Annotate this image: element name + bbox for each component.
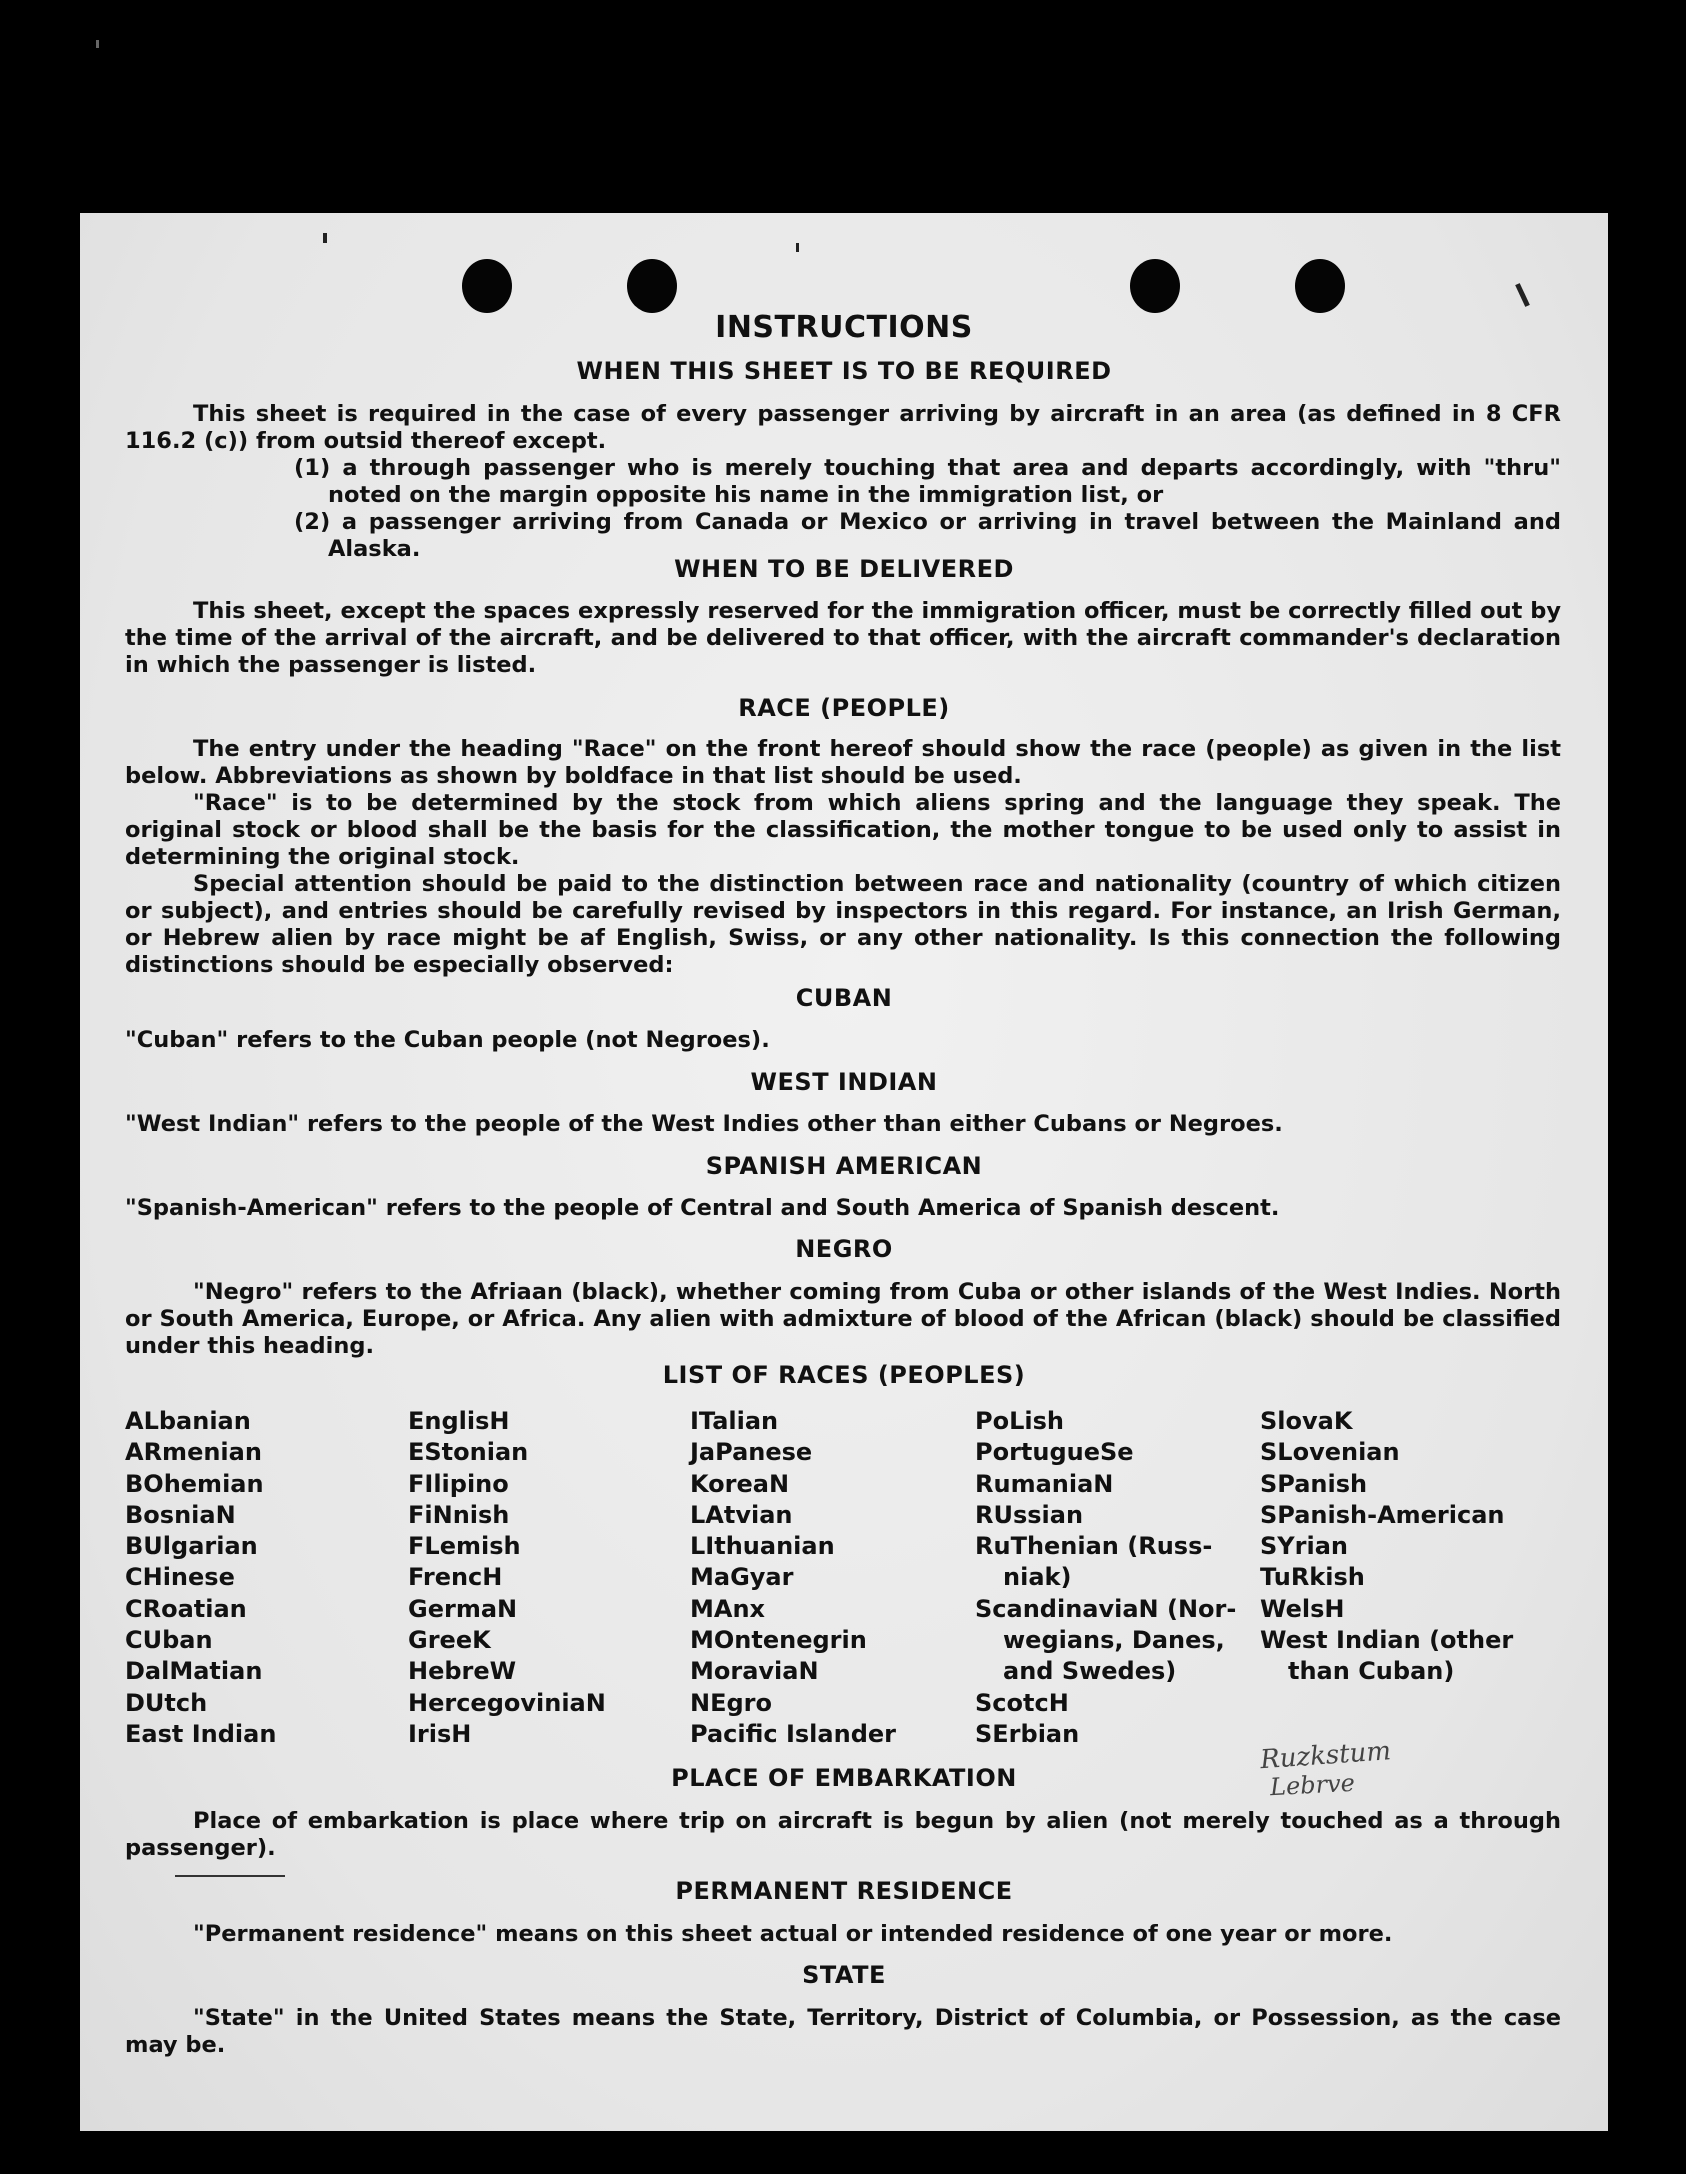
race-list-item: BOhemian (125, 1469, 264, 1498)
section-heading-negro: NEGRO (795, 1235, 893, 1263)
race-list-item: MAnx (690, 1594, 766, 1623)
race-list-item: Pacific Islander (690, 1719, 896, 1748)
spanish-american-paragraph: "Spanish-American" refers to the people of Central and South America of Spanish descent. (125, 1195, 1280, 1221)
race-list (125, 1406, 1555, 1751)
state-paragraph: "State" in the United States means the State, Territory, District of Columbia, or Possession, as the case may be. (125, 2005, 1561, 2058)
race-list-column-3 (690, 1406, 896, 1750)
race-list-item: FiNnish (408, 1500, 510, 1529)
race-list-item: SErbian (975, 1719, 1080, 1748)
race-list-item: SlovaK (1260, 1407, 1353, 1435)
punch-hole (1295, 259, 1345, 313)
race-list-item: niak) (1003, 1563, 1072, 1592)
west-indian-text (125, 1111, 1561, 1138)
section-heading-list-of-races: LIST OF RACES (PEOPLES) (662, 1361, 1026, 1389)
residence-text (125, 1921, 1561, 1948)
embarkation-text (125, 1808, 1561, 1862)
race-list-item: WelsH (1260, 1594, 1345, 1623)
race-list-item: than Cuban) (1288, 1657, 1455, 1686)
punch-hole (1130, 259, 1180, 313)
when-required-block (125, 401, 1561, 563)
race-list-item: HercegoviniaN (408, 1688, 606, 1717)
when-delivered-text (125, 598, 1561, 679)
negro-text (125, 1279, 1561, 1360)
race-list-column-5 (1260, 1406, 1513, 1688)
race-list-item: FrencH (408, 1563, 503, 1592)
race-paragraph-1: The entry under the heading "Race" on the front hereof should show the race (people) as given in the list below. Abbreviations as shown by boldface in that list should be used. (125, 736, 1561, 789)
race-list-item: LAtvian (690, 1500, 793, 1529)
race-list-item: BUlgarian (125, 1532, 258, 1561)
ink-speck (796, 243, 799, 252)
race-list-item: East Indian (125, 1719, 277, 1748)
race-list-item: IrisH (408, 1719, 472, 1748)
race-list-item: GreeK (408, 1626, 491, 1655)
section-heading-spanish-american: SPANISH AMERICAN (705, 1152, 983, 1180)
section-heading-when-required: WHEN THIS SHEET IS TO BE REQUIRED (576, 357, 1112, 385)
race-list-item: KoreaN (690, 1469, 790, 1498)
race-list-item: and Swedes) (1003, 1657, 1177, 1686)
ink-speck (1515, 283, 1530, 307)
race-list-item: West Indian (other (1260, 1626, 1514, 1655)
punch-hole (462, 259, 512, 313)
handwritten-line-1: Ruzkstum (1259, 1736, 1392, 1776)
cuban-text (125, 1027, 1561, 1054)
state-text (125, 2005, 1561, 2059)
west-indian-paragraph: "West Indian" refers to the people of the West Indies other than either Cubans or Negroes. (125, 1111, 1283, 1137)
spanish-american-text (125, 1195, 1561, 1222)
race-list-item: HebreW (408, 1657, 517, 1686)
race-list-item: DUtch (125, 1688, 208, 1717)
race-list-item: MoraviaN (690, 1657, 819, 1686)
race-list-item: ScandinaviaN (Nor- (975, 1594, 1237, 1623)
race-list-item: DalMatian (125, 1657, 263, 1686)
section-heading-state: STATE (802, 1961, 886, 1989)
race-list-item: TuRkish (1260, 1563, 1365, 1592)
embarkation-paragraph: Place of embarkation is place where trip on aircraft is begun by alien (not merely touched as a through passenger). (125, 1808, 1561, 1861)
race-list-item: PortugueSe (975, 1438, 1134, 1467)
race-list-item: ITalian (690, 1407, 779, 1435)
race-list-item: wegians, Danes, (1003, 1626, 1225, 1655)
race-list-item: FIlipino (408, 1469, 509, 1498)
race-list-item: MaGyar (690, 1563, 794, 1592)
race-list-item: CHinese (125, 1563, 235, 1592)
race-list-item: SPanish-American (1260, 1500, 1505, 1529)
race-list-item: ScotcH (975, 1688, 1069, 1717)
section-heading-when-delivered: WHEN TO BE DELIVERED (674, 555, 1014, 583)
race-list-item: ARmenian (125, 1438, 262, 1467)
page-title: INSTRUCTIONS (715, 310, 973, 345)
race-list-item: GermaN (408, 1594, 518, 1623)
section-heading-embarkation: PLACE OF EMBARKATION (671, 1764, 1017, 1792)
race-list-item: NEgro (690, 1688, 772, 1717)
section-heading-cuban: CUBAN (795, 984, 893, 1012)
race-block (125, 736, 1561, 979)
section-heading-residence: PERMANENT RESIDENCE (675, 1877, 1013, 1905)
race-list-item: RuThenian (Russ- (975, 1532, 1213, 1561)
when-required-intro: This sheet is required in the case of every passenger arriving by aircraft in an area (as defined in 8 CFR 116.2 (c)) from outsid thereof except. (125, 401, 1561, 454)
race-list-item: EStonian (408, 1438, 529, 1467)
when-required-item-2: (2) a passenger arriving from Canada or Mexico or arriving in travel between the Mainland and Alaska. (294, 509, 1561, 562)
race-list-item: EnglisH (408, 1407, 510, 1435)
race-list-item: CUban (125, 1626, 213, 1655)
race-list-item: ALbanian (125, 1407, 251, 1435)
when-required-item-1: (1) a through passenger who is merely touching that area and departs accordingly, with "thru" noted on the margin opposite his name in the immigration list, or (294, 455, 1561, 508)
race-paragraph-3: Special attention should be paid to the distinction between race and nationality (country of which citizen or subject), and entries should be carefully revised by inspectors in this regard. For instance, an Irish German, or Hebrew alien by race might be af English, Swiss, or any other nationality. Is this connection the following distinctions should be especially observed: (125, 871, 1561, 978)
cuban-paragraph: "Cuban" refers to the Cuban people (not Negroes). (125, 1027, 770, 1053)
race-list-item: RumaniaN (975, 1469, 1114, 1498)
section-heading-west-indian: WEST INDIAN (750, 1068, 938, 1096)
race-list-column-2 (408, 1406, 606, 1750)
race-list-item: JaPanese (690, 1438, 813, 1467)
race-paragraph-2: "Race" is to be determined by the stock from which aliens spring and the language they speak. The original stock or blood shall be the basis for the classification, the mother tongue to be used only to assist in determining the original stock. (125, 790, 1561, 870)
when-delivered-paragraph: This sheet, except the spaces expressly reserved for the immigration officer, must be correctly filled out by the time of the arrival of the aircraft, and be delivered to that officer, with the aircraft commander's declaration in which the passenger is listed. (125, 598, 1561, 678)
negro-paragraph: "Negro" refers to the Afriaan (black), whether coming from Cuba or other islands of the West Indies. North or South America, Europe, or Africa. Any alien with admixture of blood of the African (black) should be classified under this heading. (125, 1279, 1561, 1359)
race-list-column-4 (975, 1406, 1236, 1750)
race-list-item: CRoatian (125, 1594, 247, 1623)
ink-speck (323, 233, 327, 243)
race-list-column-1 (125, 1406, 276, 1750)
punch-hole (627, 259, 677, 313)
race-list-item: FLemish (408, 1532, 521, 1561)
race-list-item: SLovenian (1260, 1438, 1400, 1467)
section-heading-race: RACE (PEOPLE) (738, 694, 950, 722)
race-list-item: SYrian (1260, 1532, 1349, 1561)
instruction-sheet (80, 213, 1608, 2131)
handwritten-line-2: Lebrve (1269, 1768, 1356, 1802)
race-list-item: BosniaN (125, 1500, 236, 1529)
race-list-item: MOntenegrin (690, 1626, 867, 1655)
race-list-item: RUssian (975, 1500, 1084, 1529)
ink-speck (96, 40, 99, 48)
residence-paragraph: "Permanent residence" means on this sheet actual or intended residence of one year or more. (193, 1921, 1393, 1947)
race-list-item: PoLish (975, 1407, 1064, 1435)
race-list-item: LIthuanian (690, 1532, 835, 1561)
race-list-item: SPanish (1260, 1469, 1368, 1498)
